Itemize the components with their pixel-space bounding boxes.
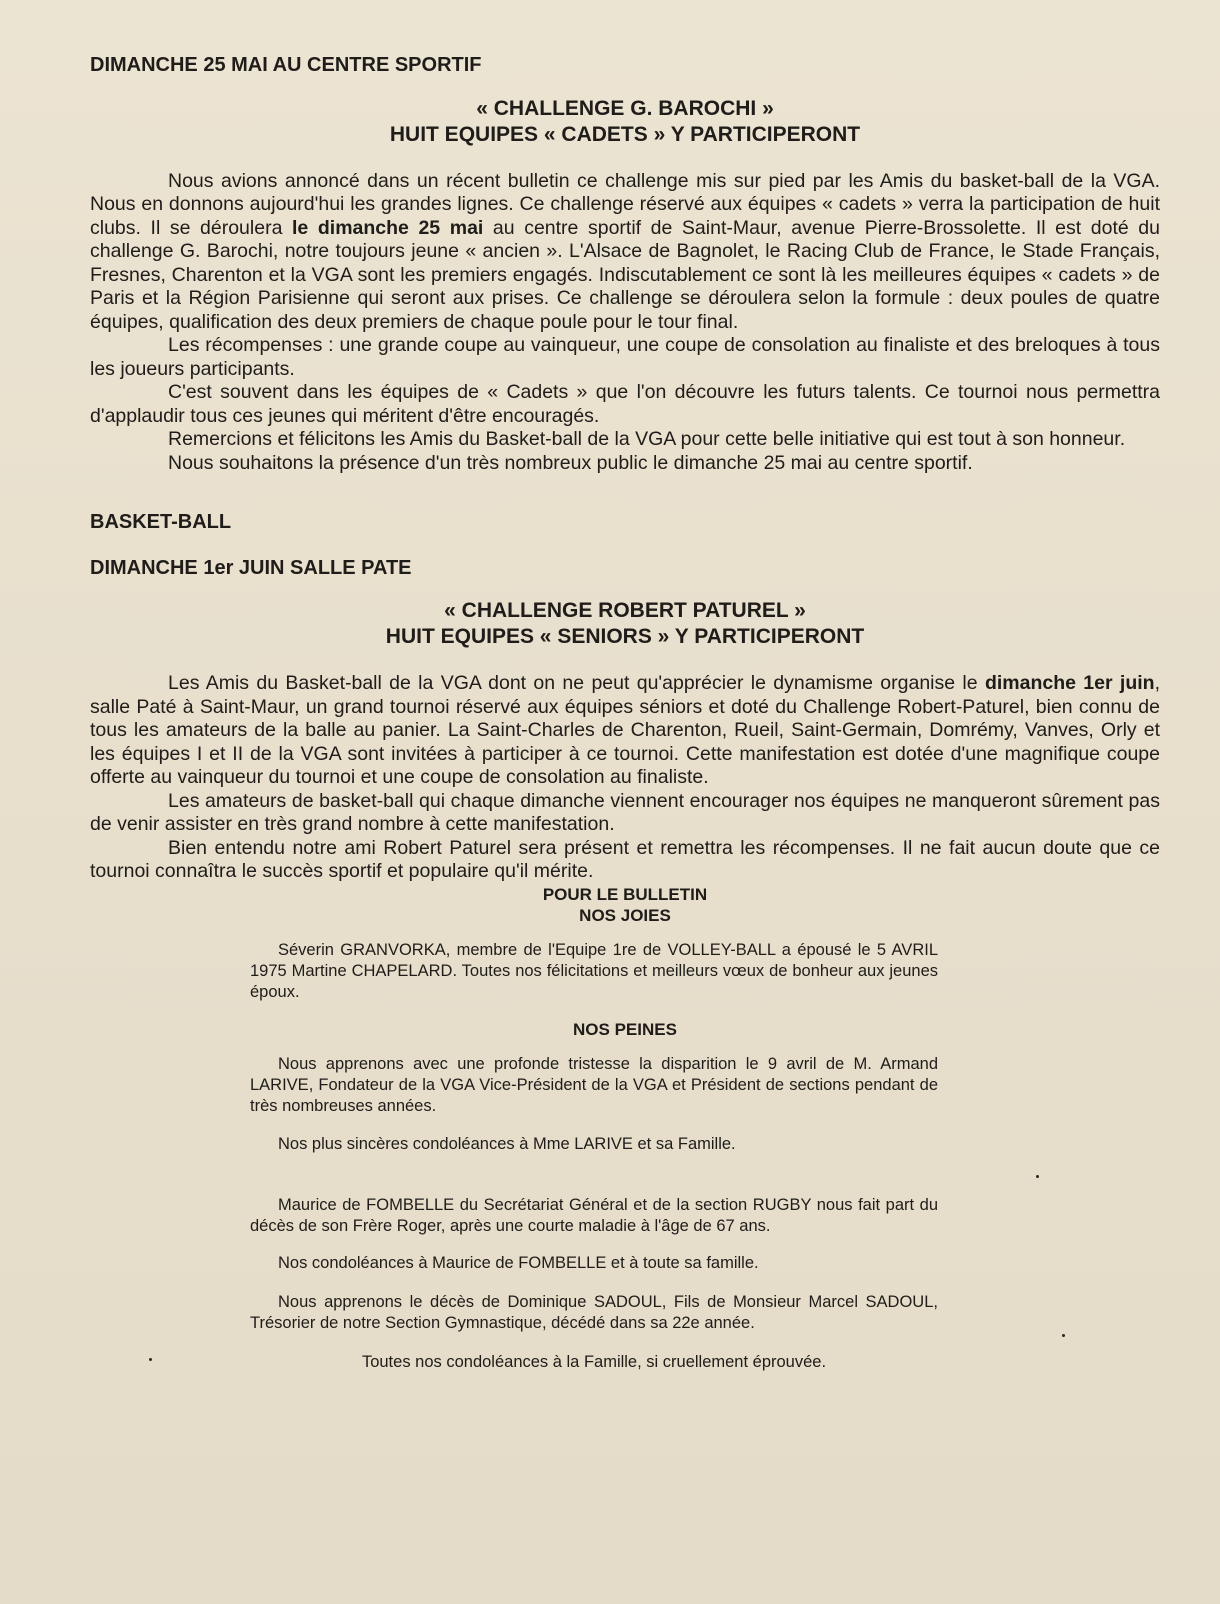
section2-heading: BASKET-BALL: [90, 511, 232, 533]
section2-paragraph-3: Bien entendu notre ami Robert Paturel sera présent et remettra les récompenses. Il ne fait aucun doute que ce tournoi connaîtra le succès sportif et populaire qu'il mérite.: [90, 836, 1160, 882]
section1-paragraph-2: Les récompenses : une grande coupe au vainqueur, une coupe de consolation au finaliste et des breloques à tous les joueurs participants.: [90, 334, 1160, 380]
section2-title-line1: « CHALLENGE ROBERT PATUREL »: [444, 599, 806, 622]
section2-p1-text-b: , salle Paté à Saint-Maur, un grand tournoi réservé aux équipes séniors et doté du Challenge Robert-Paturel, bien connu de tous les amateurs de la balle au panier. La Saint-Charles de Charenton, Rueil, Saint-Germain, Domrémy, Vanves, Orly et les équipes I et II de la VGA sont invitées à participer à ce tournoi. Cette manifestation est dotée d'une magnifique coupe offerte au vainqueur du tournoi et une coupe de consolation au finaliste.: [90, 672, 1160, 788]
page-content: [90, 54, 1160, 1390]
peine-notice-3-condolences: Toutes nos condoléances à la Famille, si cruellement éprouvée.: [361, 1353, 827, 1371]
section1-paragraph-5: Nous souhaitons la présence d'un très nombreux public le dimanche 25 mai au centre sportif.: [168, 451, 973, 474]
speck-mark: [1036, 1175, 1039, 1178]
section2-paragraph-1: [90, 672, 1160, 790]
bulletin-title-line2: NOS JOIES: [579, 905, 671, 925]
section2-p1-bold: dimanche 1er juin: [984, 672, 1155, 694]
section1-title-line2: HUIT EQUIPES « CADETS » Y PARTICIPERONT: [389, 122, 861, 146]
section1-paragraph-1: [90, 170, 1160, 335]
peine-notice-3: Nous apprenons le décès de Dominique SADOUL, Fils de Monsieur Marcel SADOUL, Trésorier de notre Section Gymnastique, décédé dans sa 22e année.: [250, 1293, 938, 1332]
peines-title: NOS PEINES: [573, 1020, 677, 1039]
section2-title-line2: HUIT EQUIPES « SENIORS » Y PARTICIPERONT: [385, 625, 865, 648]
speck-mark: [1062, 1334, 1065, 1337]
joie-notice: Séverin GRANVORKA, membre de l'Equipe 1re de VOLLEY-BALL a épousé le 5 AVRIL 1975 Martine CHAPELARD. Toutes nos félicitations et meilleurs vœux de bonheur aux jeunes époux.: [250, 940, 938, 1001]
section1-p1-text-a: Nous avions annoncé dans un récent bulletin ce challenge mis sur pied par les Amis du basket-ball de la VGA. Nous en donnons aujourd'hui les grandes lignes. Ce challenge réservé aux équipes « cadets » verra la participation de huit clubs. Il se déroulera: [90, 169, 1160, 239]
speck-mark: [149, 1358, 152, 1361]
section1-p1-bold: le dimanche 25 mai: [292, 216, 484, 239]
bulletin-title-line1: POUR LE BULLETIN: [542, 884, 708, 904]
section1-paragraph-4: Remercions et félicitons les Amis du Basket-ball de la VGA pour cette belle initiative qui est tout à son honneur.: [168, 428, 1126, 450]
section1-paragraph-3: C'est souvent dans les équipes de « Cadets » que l'on découvre les futurs talents. Ce tournoi nous permettra d'applaudir tous ces jeunes qui méritent d'être encouragés.: [90, 381, 1160, 427]
section1-title-line1: « CHALLENGE G. BAROCHI »: [476, 96, 774, 120]
section1-heading: DIMANCHE 25 MAI AU CENTRE SPORTIF: [90, 54, 482, 76]
peine-notice-2: Maurice de FOMBELLE du Secrétariat Général et de la section RUGBY nous fait part du décès de son Frère Roger, après une courte maladie à l'âge de 67 ans.: [250, 1195, 938, 1235]
section2-p1-text-a: Les Amis du Basket-ball de la VGA dont on ne peut qu'apprécier le dynamisme organise le: [168, 672, 985, 694]
peine-notice-1-condolences: Nos plus sincères condoléances à Mme LARIVE et sa Famille.: [278, 1134, 736, 1153]
section2-subheading: DIMANCHE 1er JUIN SALLE PATE: [90, 556, 412, 579]
peine-notice-1: Nous apprenons avec une profonde tristesse la disparition le 9 avril de M. Armand LARIVE, Fondateur de la VGA Vice-Président de la VGA et Président de sections pendant de très nombreuses années.: [250, 1055, 938, 1115]
section1-p1-text-b: au centre sportif de Saint-Maur, avenue Pierre-Brossolette. Il est doté du challenge G. Barochi, notre toujours jeune « ancien ». L'Alsace de Bagnolet, le Racing Club de France, le Stade Français, Fresnes, Charenton et la VGA sont les premiers engagés. Indiscutablement ce sont là les meilleures équipes « cadets » de Paris et la Région Parisienne qui seront aux prises. Ce challenge se déroulera selon la formule : deux poules de quatre équipes, qualification des deux premiers de chaque poule pour le tour final.: [90, 216, 1160, 333]
peine-notice-2-condolences: Nos condoléances à Maurice de FOMBELLE et à toute sa famille.: [278, 1254, 759, 1272]
section2-paragraph-2: Les amateurs de basket-ball qui chaque dimanche viennent encourager nos équipes ne manqueront sûrement pas de venir assister en très grand nombre à cette manifestation.: [90, 789, 1160, 835]
